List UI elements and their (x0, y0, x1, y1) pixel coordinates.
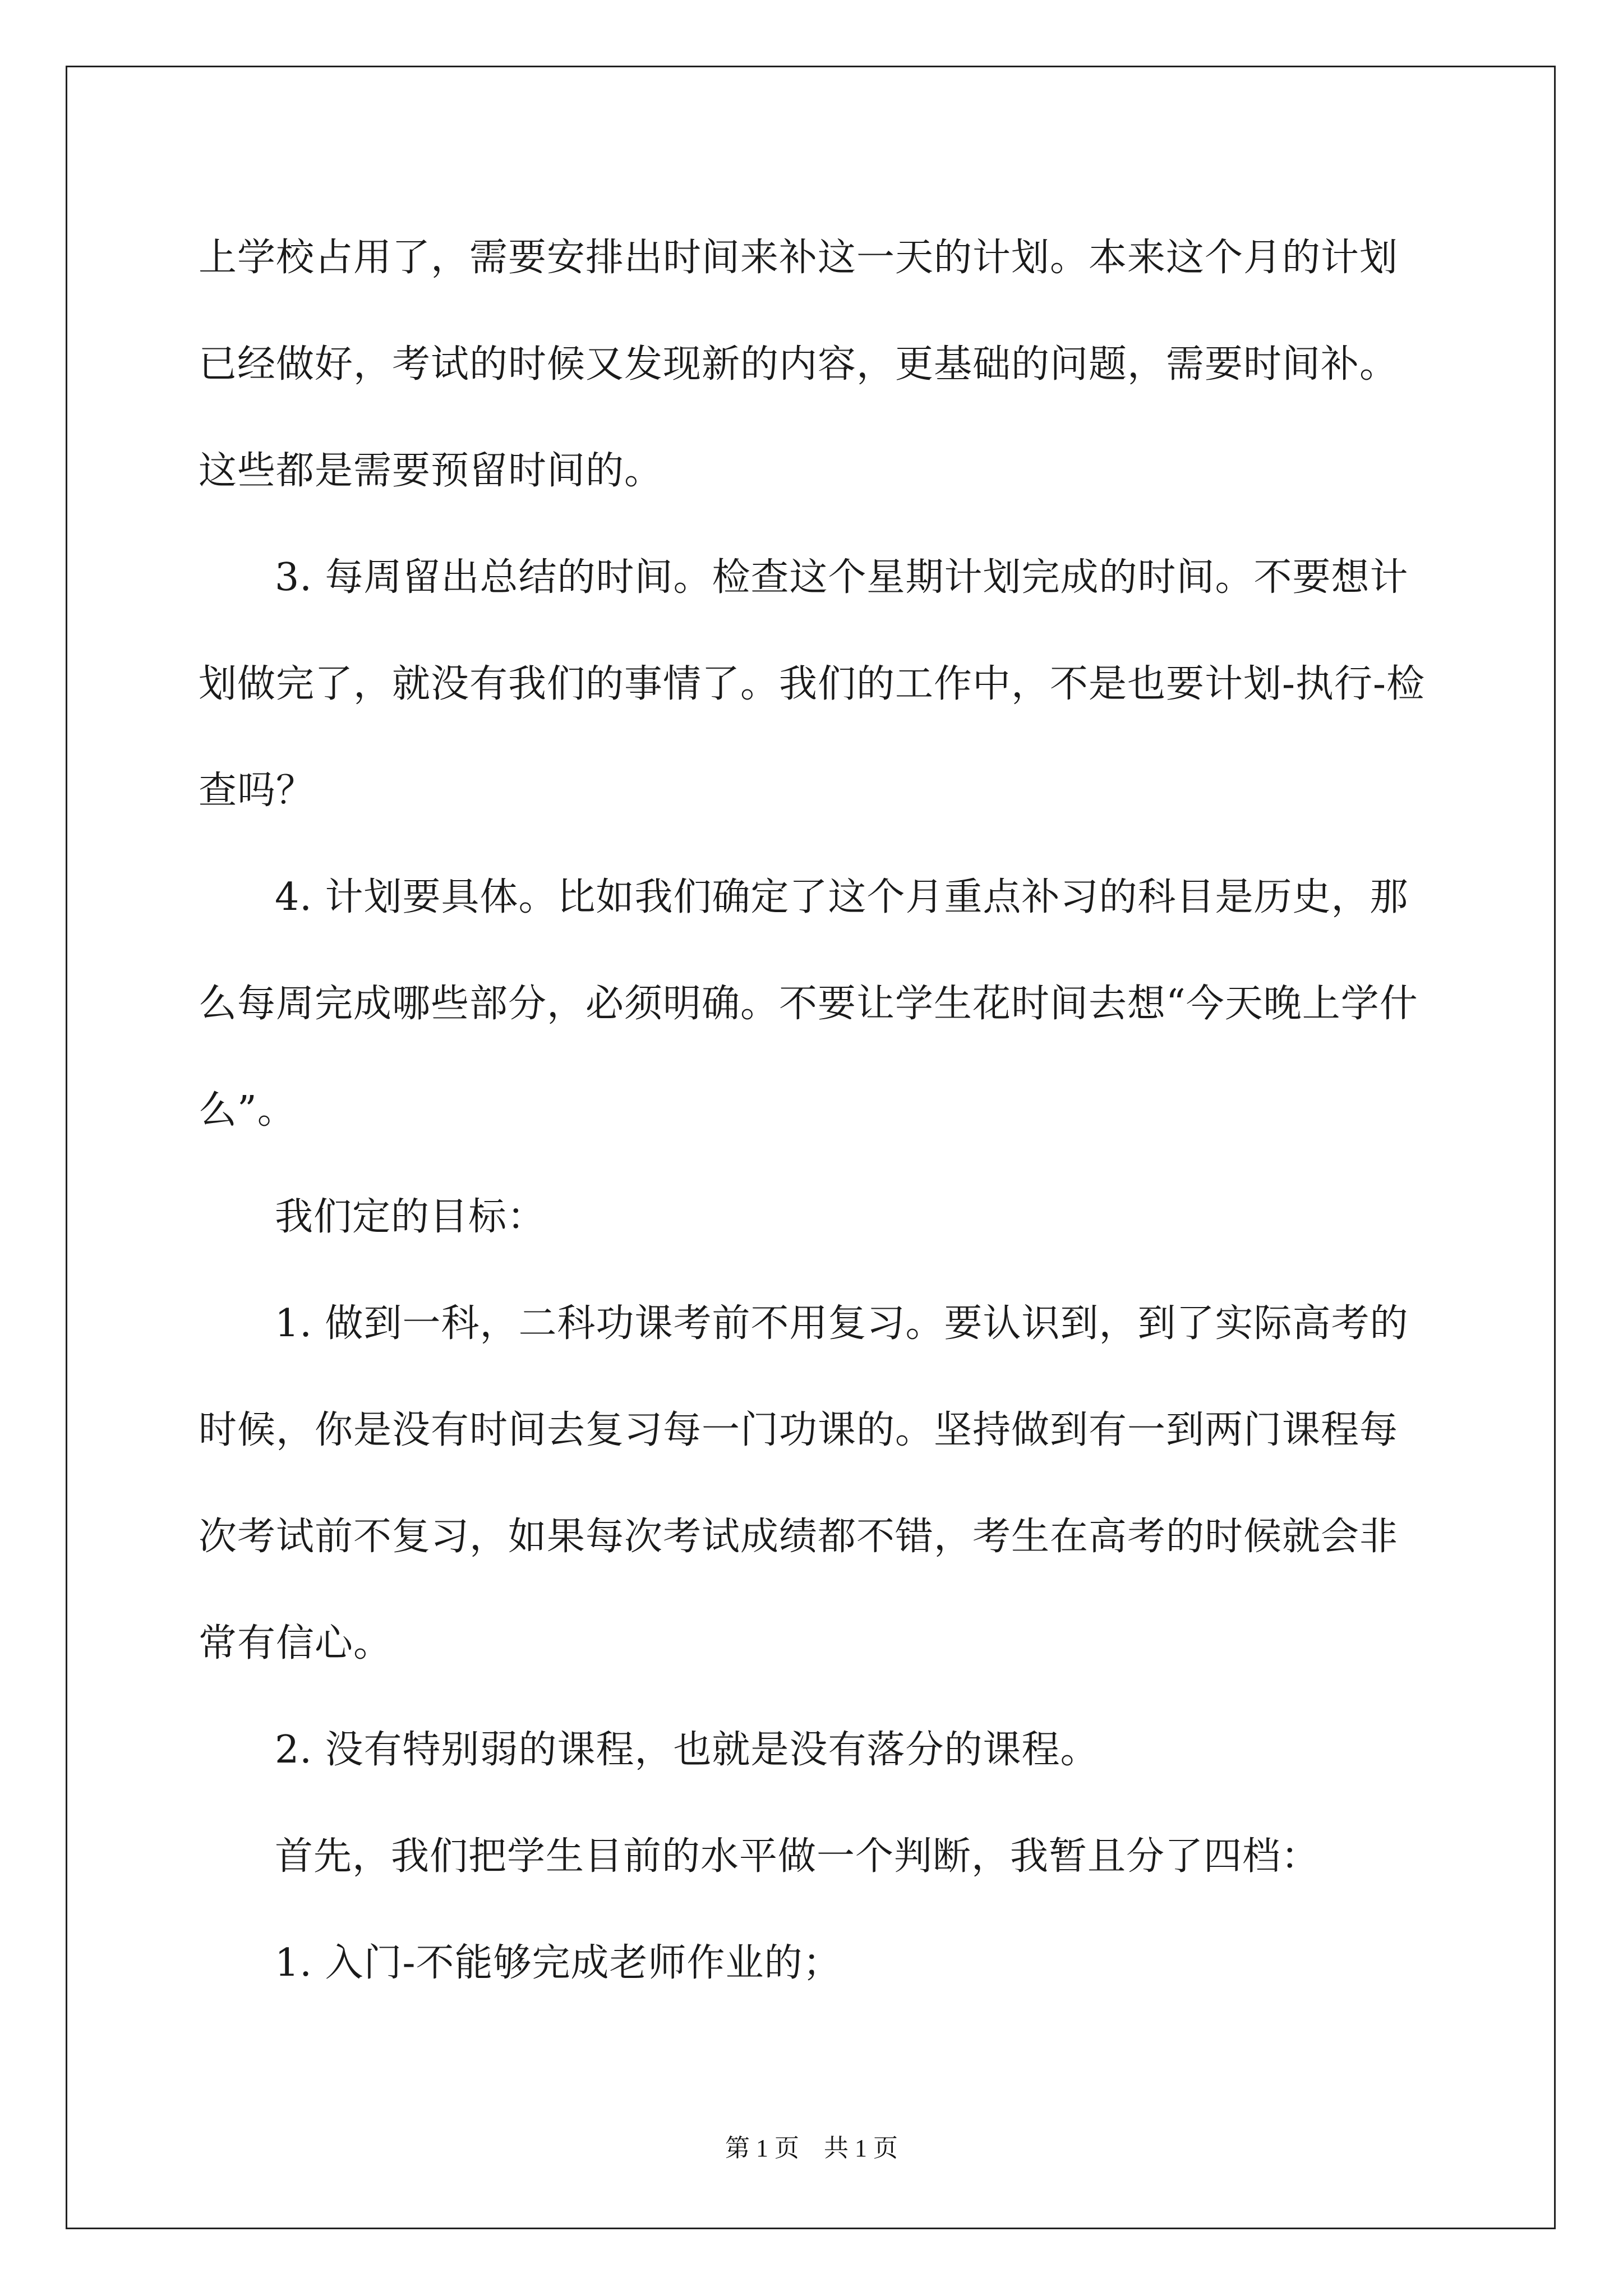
paragraph-3: 4. 计划要具体。比如我们确定了这个月重点补习的科目是历史，那么每周完成哪些部分，必须明确。不要让学生花时间去想“今天晚上学什么”。 (199, 875, 1418, 1133)
paragraph-5: 1. 做到一科，二科功课考前不用复习。要认识到，到了实际高考的时候，你是没有时间去复习每一门功课的。坚持做到有一到两门课程每次考试前不复习，如果每次考试成绩都不错，考生在高考的时候就会非常有信心。 (199, 1301, 1409, 1665)
paragraph-1: 上学校占用了，需要安排出时间来补这一天的计划。本来这个月的计划已经做好，考试的时候又发现新的内容，更基础的问题，需要时间补。这些都是需要预留时间的。 (199, 236, 1399, 493)
document-body (199, 205, 1432, 2017)
paragraph-7: 首先，我们把学生目前的水平做一个判断，我暂且分了四档： (275, 1834, 1320, 1879)
paragraph-2: 3. 每周留出总结的时间。检查这个星期计划完成的时间。不要想计划做完了，就没有我们的事情了。我们的工作中，不是也要计划-执行-检查吗？ (199, 555, 1425, 813)
paragraph-8: 1. 入门-不能够完成老师作业的； (275, 1941, 842, 1985)
paragraph-4: 我们定的目标： (275, 1195, 546, 1239)
page-number-footer: 第 1 页 共 1 页 (725, 2134, 898, 2162)
paragraph-6: 2. 没有特别弱的课程，也就是没有落分的课程。 (275, 1728, 1099, 1772)
